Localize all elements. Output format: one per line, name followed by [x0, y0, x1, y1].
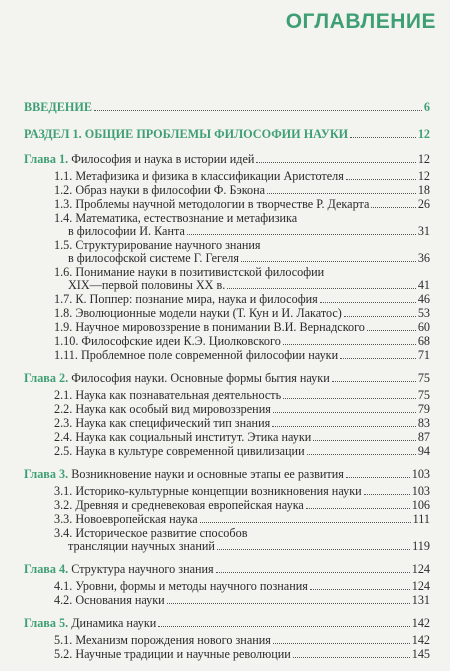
toc-item-2-3[interactable]: [24, 417, 430, 430]
toc-chapter-4[interactable]: [24, 563, 430, 576]
chapter-title: Динамика науки: [71, 616, 157, 630]
item-page: 41: [417, 278, 430, 292]
item-page: 142: [411, 633, 430, 647]
chapter-3-block: [24, 468, 430, 553]
chapter-page: 124: [411, 562, 430, 576]
dot-leader: [217, 549, 410, 550]
chapter-title: Возникновение науки и основные этапы ее развития: [71, 467, 344, 481]
item-label-line1: 3.4. Историческое развитие способов: [54, 526, 248, 540]
item-page: 83: [417, 416, 430, 430]
toc-chapter-2[interactable]: [24, 372, 430, 385]
item-page: 75: [417, 388, 430, 402]
toc-item-2-1[interactable]: [24, 389, 430, 402]
chapter-number: Глава 4.: [24, 562, 69, 576]
item-label: 2.4. Наука как социальный институт. Этика науки: [54, 430, 312, 444]
item-label: 2.2. Наука как особый вид мировоззрения: [54, 402, 271, 416]
chapter-number: Глава 1.: [24, 152, 69, 166]
dot-leader: [346, 477, 410, 478]
item-page: 124: [411, 579, 430, 593]
toc-item-4-1[interactable]: [24, 580, 430, 593]
toc-item-5-1[interactable]: [24, 634, 430, 647]
item-page: 87: [417, 430, 430, 444]
item-page: 103: [411, 484, 430, 498]
dot-leader: [320, 302, 416, 303]
item-label: 3.3. Новоевропейская наука: [54, 512, 198, 526]
toc-section-1[interactable]: [24, 128, 430, 141]
dot-leader: [216, 572, 410, 573]
toc-item-3-1[interactable]: [24, 485, 430, 498]
item-label: 1.1. Метафизика и физика в классификации Аристотеля: [54, 169, 344, 183]
item-label: 1.3. Проблемы научной методологии в творчестве Р. Декарта: [54, 197, 370, 211]
chapter-title: Структура научного знания: [71, 562, 214, 576]
toc-item-2-2[interactable]: [24, 403, 430, 416]
chapter-4-block: [24, 563, 430, 607]
item-label: 1.10. Философские идеи К.Э. Циолковского: [54, 334, 281, 348]
chapter-page: 12: [417, 152, 430, 166]
item-label: 1.11. Проблемное поле современной философии науки: [54, 348, 339, 362]
item-label: 1.7. К. Поппер: познание мира, наука и философия: [54, 292, 318, 306]
dot-leader: [200, 522, 411, 523]
item-page: 106: [411, 498, 430, 512]
item-label: 2.1. Наука как познавательная деятельность: [54, 388, 282, 402]
chapter-5-block: [24, 617, 430, 661]
item-label: 1.9. Научное мировоззрение в понимании В.И. Вернадского: [54, 320, 365, 334]
dot-leader: [273, 412, 416, 413]
item-page: 145: [411, 647, 430, 661]
toc-item-2-5[interactable]: [24, 445, 430, 458]
dot-leader: [340, 358, 416, 359]
toc-item-5-2[interactable]: [24, 648, 430, 661]
dot-leader: [367, 330, 416, 331]
item-page: 111: [412, 512, 430, 526]
toc-chapter-5[interactable]: [24, 617, 430, 630]
toc-chapter-1[interactable]: [24, 153, 430, 166]
dot-leader: [187, 234, 416, 235]
item-label: 5.1. Механизм порождения нового знания: [54, 633, 271, 647]
chapter-2-block: [24, 372, 430, 458]
item-label-line2: трансляции научных знаний: [68, 539, 215, 553]
dot-leader: [306, 508, 410, 509]
dot-leader: [241, 261, 416, 262]
item-label-line2: в философии И. Канта: [68, 224, 185, 238]
toc-item-3-4[interactable]: [24, 527, 430, 553]
toc-item-2-4[interactable]: [24, 431, 430, 444]
toc-item-4-2[interactable]: [24, 594, 430, 607]
dot-leader: [310, 589, 410, 590]
toc-item-1-8[interactable]: [24, 307, 430, 320]
toc-item-1-3[interactable]: [24, 198, 430, 211]
dot-leader: [256, 162, 415, 163]
item-page: 131: [411, 593, 430, 607]
chapter-page: 142: [411, 616, 430, 630]
chapter-page: 103: [411, 467, 430, 481]
item-page: 94: [417, 444, 430, 458]
dot-leader: [272, 426, 416, 427]
dot-leader: [293, 657, 410, 658]
item-label-line1: 1.4. Математика, естествознание и метафизика: [54, 211, 298, 225]
item-label: 2.3. Наука как специфический тип знания: [54, 416, 271, 430]
dot-leader: [350, 137, 416, 138]
dot-leader: [346, 179, 416, 180]
dot-leader: [227, 288, 415, 289]
chapter-number: Глава 3.: [24, 467, 69, 481]
chapter-1-block: [24, 153, 430, 362]
item-label-line1: 1.5. Структурирование научного знания: [54, 238, 261, 252]
item-page: 46: [417, 292, 430, 306]
chapter-page: 75: [417, 371, 430, 385]
item-page: 18: [417, 183, 430, 197]
item-label-line2: XIX—первой половины XX в.: [68, 278, 226, 292]
item-label-line1: 1.6. Понимание науки в позитивистской философии: [54, 265, 325, 279]
dot-leader: [167, 603, 410, 604]
toc-intro-label: ВВЕДЕНИЕ: [24, 100, 92, 114]
item-page: 31: [417, 224, 430, 238]
chapter-title: Философия науки. Основные формы бытия науки: [71, 371, 330, 385]
chapter-number: Глава 5.: [24, 616, 69, 630]
dot-leader: [273, 643, 410, 644]
item-page: 79: [417, 402, 430, 416]
item-page: 36: [417, 251, 430, 265]
item-page: 12: [417, 169, 430, 183]
chapter-title: Философия и наука в истории идей: [71, 152, 255, 166]
item-page: 60: [417, 320, 430, 334]
item-page: 119: [412, 539, 430, 553]
item-label: 4.1. Уровни, формы и методы научного познания: [54, 579, 308, 593]
item-label-line2: в философской системе Г. Гегеля: [68, 251, 239, 265]
item-label: 3.1. Историко-культурные концепции возникновения науки: [54, 484, 362, 498]
toc-intro[interactable]: [24, 101, 430, 114]
toc-item-1-9[interactable]: [24, 321, 430, 334]
item-page: 68: [417, 334, 430, 348]
dot-leader: [332, 381, 416, 382]
dot-leader: [283, 344, 416, 345]
toc-section-page: 12: [417, 127, 430, 141]
toc-item-1-2[interactable]: [24, 184, 430, 197]
item-label: 1.8. Эволюционные модели науки (Т. Кун и И. Лакатос): [54, 306, 342, 320]
page-title: ОГЛАВЛЕНИЕ: [285, 10, 436, 33]
item-label: 5.2. Научные традиции и научные революции: [54, 647, 291, 661]
toc-item-1-7[interactable]: [24, 293, 430, 306]
dot-leader: [313, 440, 416, 441]
item-page: 71: [417, 348, 430, 362]
toc-item-1-10[interactable]: [24, 335, 430, 348]
toc-item-1-1[interactable]: [24, 170, 430, 183]
item-label: 3.2. Древняя и средневековая европейская наука: [54, 498, 304, 512]
dot-leader: [267, 193, 416, 194]
toc-item-3-2[interactable]: [24, 499, 430, 512]
table-of-contents: [24, 101, 430, 671]
toc-intro-page: 6: [423, 100, 430, 114]
item-label: 4.2. Основания науки: [54, 593, 165, 607]
toc-chapter-3[interactable]: [24, 468, 430, 481]
item-page: 53: [417, 306, 430, 320]
toc-section-label: РАЗДЕЛ 1. ОБЩИЕ ПРОБЛЕМЫ ФИЛОСОФИИ НАУКИ: [24, 127, 349, 141]
toc-item-1-6[interactable]: [24, 266, 430, 292]
item-label: 1.2. Образ науки в философии Ф. Бэкона: [54, 183, 266, 197]
dot-leader: [307, 454, 416, 455]
dot-leader: [344, 316, 416, 317]
chapter-number: Глава 2.: [24, 371, 69, 385]
toc-item-1-5[interactable]: [24, 239, 430, 265]
item-page: 26: [417, 197, 430, 211]
dot-leader: [364, 494, 410, 495]
dot-leader: [371, 207, 415, 208]
toc-item-3-3[interactable]: [24, 513, 430, 526]
dot-leader: [283, 398, 416, 399]
toc-item-1-4[interactable]: [24, 212, 430, 238]
item-label: 2.5. Наука в культуре современной цивилизации: [54, 444, 305, 458]
dot-leader: [158, 626, 409, 627]
dot-leader: [94, 110, 422, 111]
toc-item-1-11[interactable]: [24, 349, 430, 362]
